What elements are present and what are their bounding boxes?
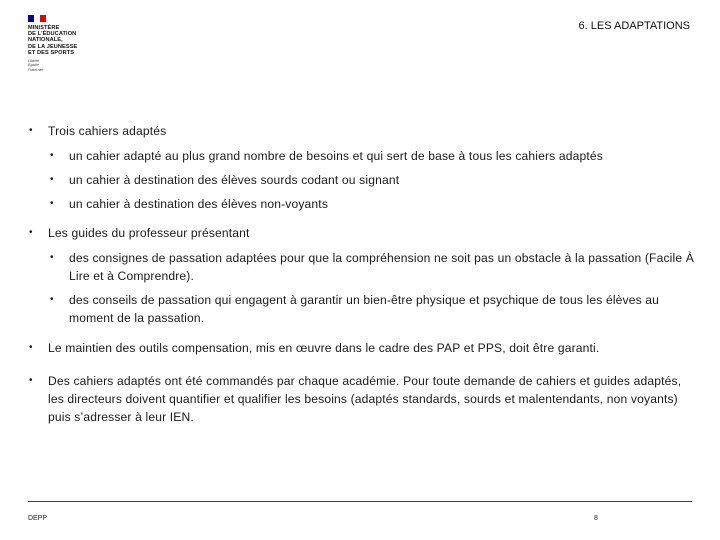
bullet-item: • Des cahiers adaptés ont été commandés par chaque académie. Pour toute demande de cahiers et guides adaptés, les directeurs doivent quantifier et qualifier les besoins (adaptés standards, sourds et malentendants, non voyants) puis s’adresser à leur IEN. xyxy=(28,372,698,426)
logo-motto xyxy=(28,59,118,72)
page-number: 8 xyxy=(594,515,598,522)
footer-label: DEPP xyxy=(28,515,48,522)
sub-bullet-item: • des consignes de passation adaptées pour que la compréhension ne soit pas un obstacle à la passation (Facile À Lire et à Comprendre). xyxy=(49,249,698,285)
motto-line: Fraternité xyxy=(28,67,44,72)
motto-line: Liberté xyxy=(28,59,39,64)
motto-line: Égalité xyxy=(28,63,39,68)
flag-red-stripe xyxy=(40,15,46,22)
french-flag-icon xyxy=(28,15,46,22)
bullet-item: • Le maintien des outils compensation, mis en œuvre dans le cadre des PAP et PPS, doit être garanti. xyxy=(28,339,698,357)
bullet-item: • Trois cahiers adaptés xyxy=(28,122,698,140)
sub-bullet-item: • un cahier adapté au plus grand nombre de besoins et qui sert de base à tous les cahiers adaptés xyxy=(49,147,698,165)
logo-line: MINISTÈRE xyxy=(28,25,60,31)
logo-line: ET DES SPORTS xyxy=(28,49,75,56)
bullet-item: • Les guides du professeur présentant xyxy=(28,224,698,242)
section-title: 6. LES ADAPTATIONS xyxy=(578,20,690,32)
logo-line: DE L'ÉDUCATION xyxy=(28,31,77,38)
ministry-logo xyxy=(28,15,118,72)
sub-bullet-item: • un cahier à destination des élèves sourds codant ou signant xyxy=(49,171,698,189)
slide-content xyxy=(28,122,698,426)
sub-bullet-item: • un cahier à destination des élèves non-voyants xyxy=(49,195,698,213)
footer-divider xyxy=(28,501,692,502)
logo-line: DE LA JEUNESSE xyxy=(28,43,78,50)
sub-bullet-item: • des conseils de passation qui engagent à garantir un bien-être physique et psychique de tous les élèves au moment de la passation. xyxy=(49,291,698,327)
logo-line: NATIONALE, xyxy=(28,37,63,44)
